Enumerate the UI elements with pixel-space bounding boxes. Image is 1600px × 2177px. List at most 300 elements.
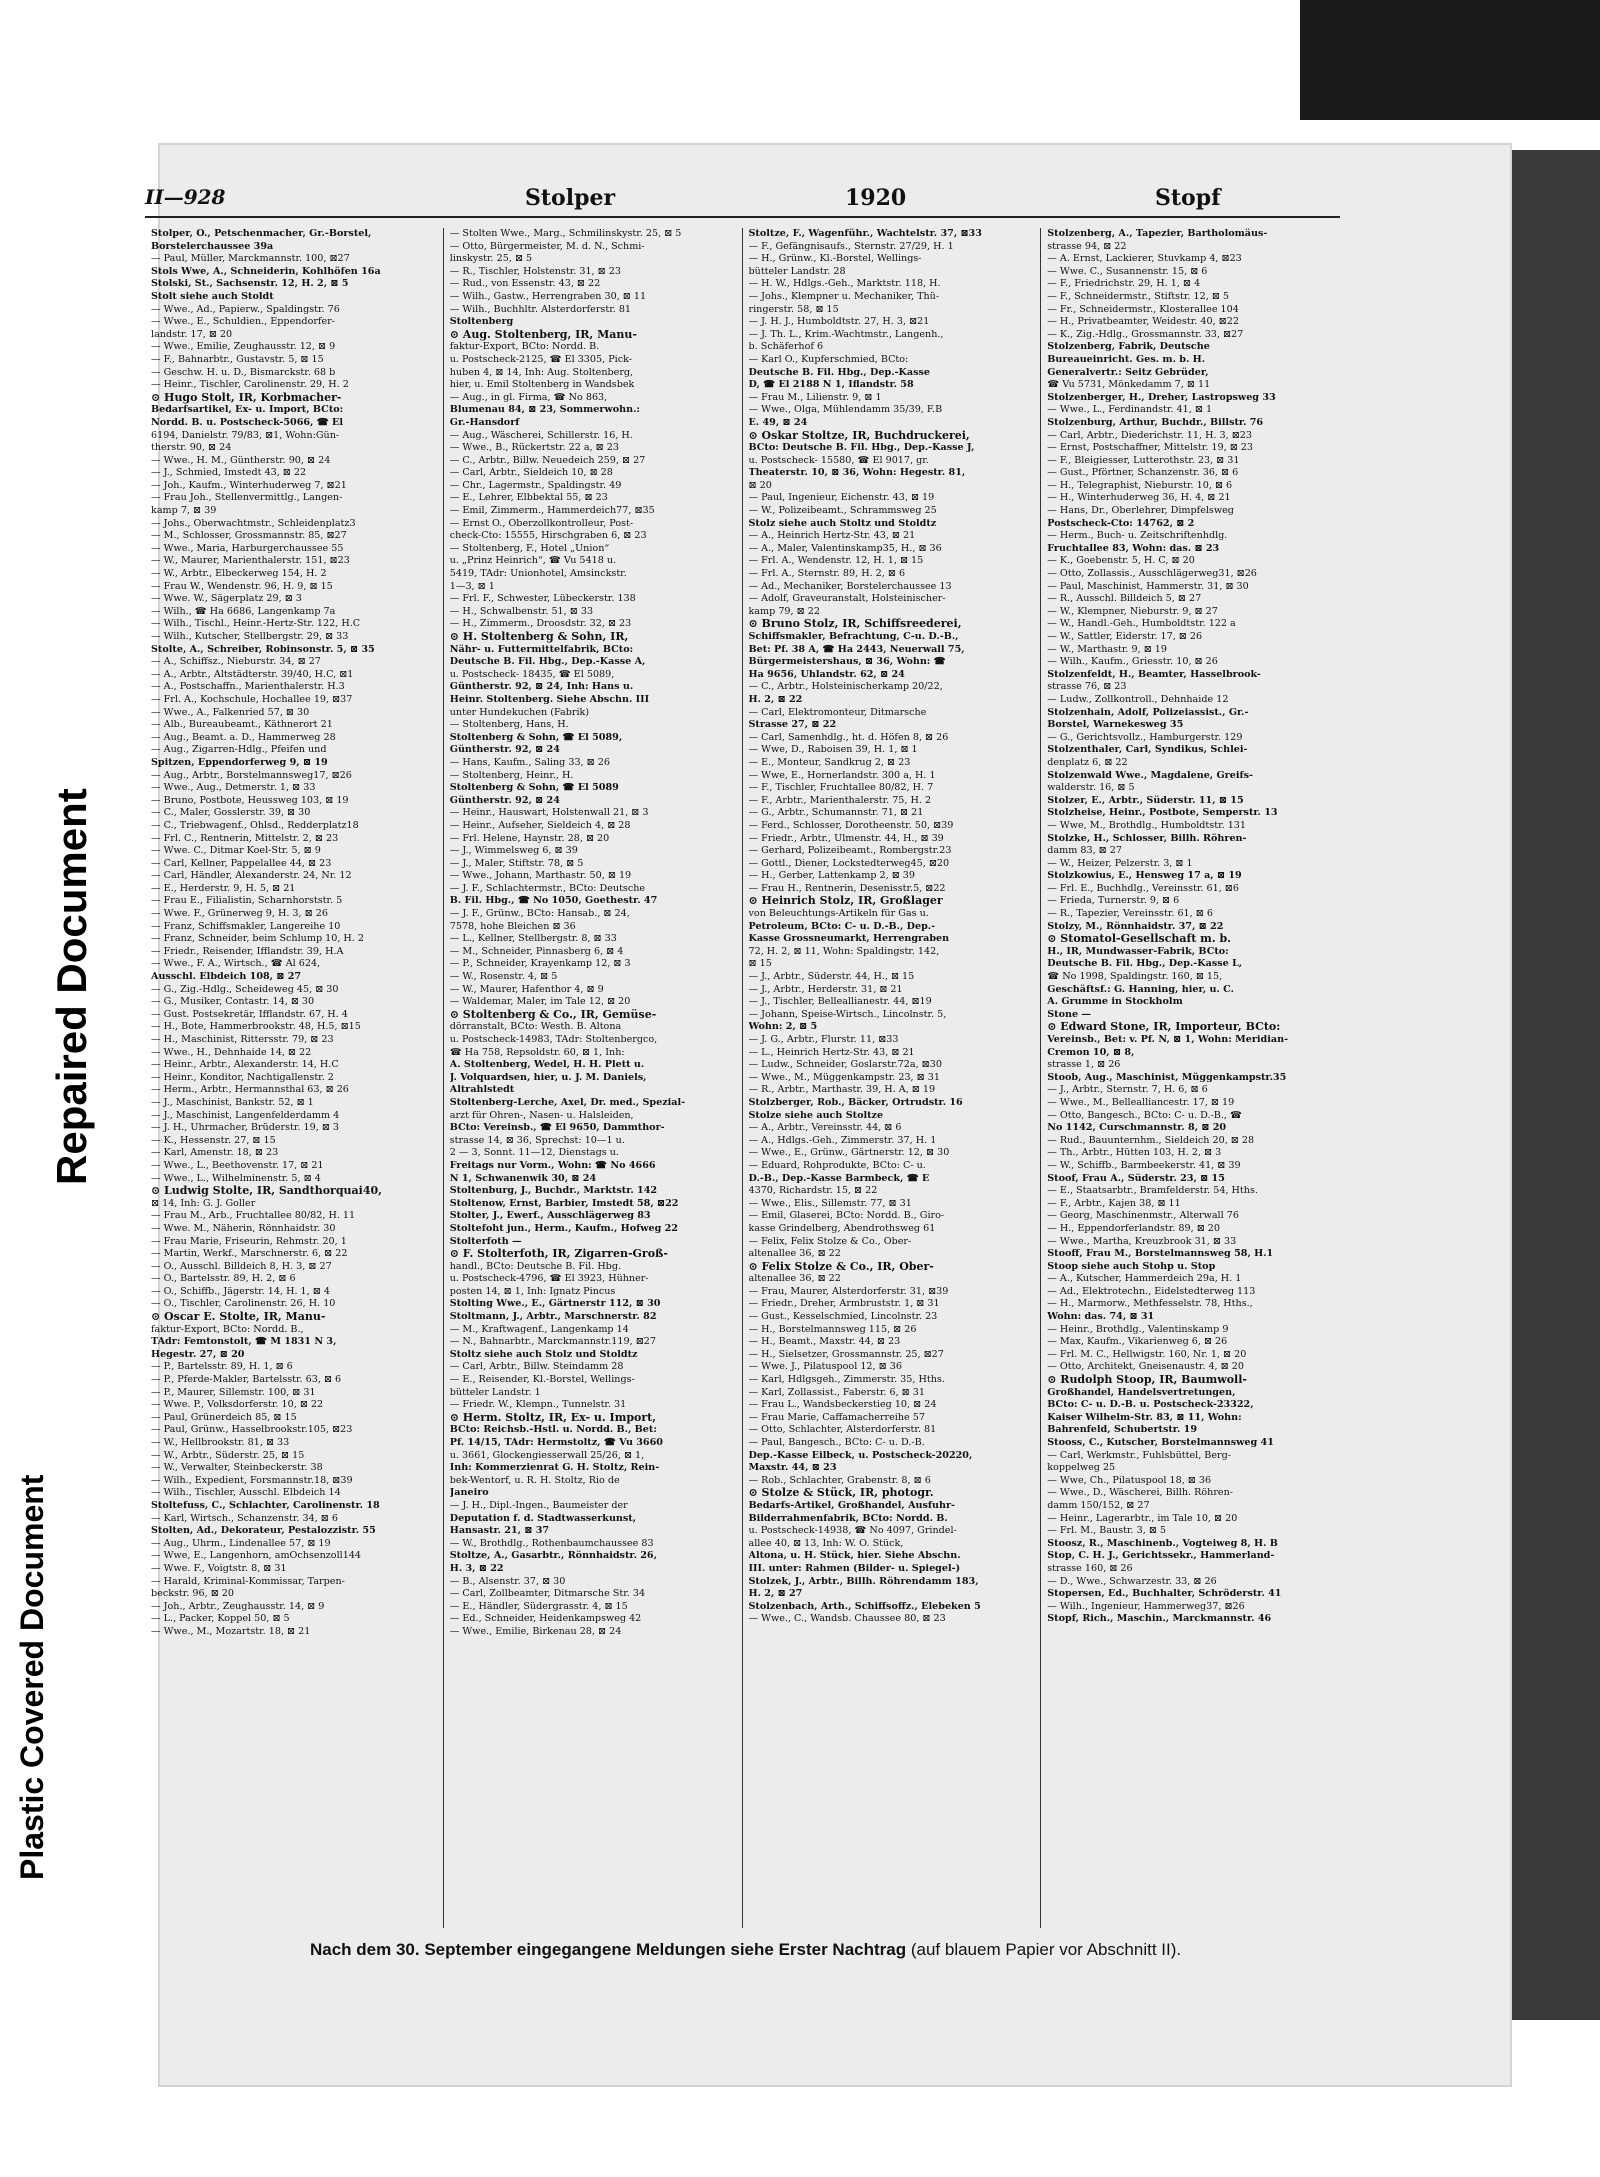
directory-entry: — R., Tischler, Holstenstr. 31, ⊠ 23 [449,265,621,277]
directory-entry: Stolten, Ad., Dekorateur, Pestalozzistr. 55 [151,1525,376,1537]
directory-entry: — J., Wimmelsweg 6, ⊠ 39 [449,845,578,857]
directory-entry: Stoltefoht jun., Herm., Kaufm., Hofweg 22 [449,1222,678,1234]
directory-entry: — Otto, Zollassis., Ausschlägerweg31, ⊠26 [1047,568,1257,580]
directory-entry: 2 — 3, Sonnt. 11—12, Dienstags u. [449,1147,619,1159]
directory-entry: Stooss, C., Kutscher, Borstelmannsweg 41 [1047,1437,1274,1448]
directory-entry: Deputation f. d. Stadtwasserkunst, [449,1512,637,1524]
directory-entry: u. Postscheck- 18435, ☎ El 5089, [449,668,615,680]
directory-entry: H. 2, ⊠ 22 [748,693,803,705]
header-rule [145,216,1340,218]
directory-entry: — G., Arbtr., Schumannstr. 71, ⊠ 21 [748,807,924,819]
footer-notice-suffix: (auf blauem Papier vor Abschnitt II). [910,1940,1182,1959]
directory-entry: — Ad., Mechaniker, Borstelerchaussee 13 [748,580,952,592]
directory-entry: — Otto, Schlachter, Alsterdorferstr. 81 [748,1424,937,1436]
directory-entry: — K., Zig.-Hdlg., Grossmannstr. 33, ⊠27 [1047,328,1244,340]
directory-entry: strasse 76, ⊠ 23 [1047,681,1127,693]
directory-entry: — A., Hdlgs.-Geh., Zimmerstr. 37, H. 1 [748,1134,937,1146]
directory-entry: — Paul, Maschinist, Hammerstr. 31, ⊠ 30 [1047,580,1249,592]
directory-entry: Stolzek, J., Arbtr., Billh. Röhrendamm 183, [748,1575,979,1587]
directory-entry: Stolzenfeldt, H., Beamter, Hasselbrook- [1047,668,1261,680]
directory-entry: — Karl O., Kupferschmied, BCto: [748,353,909,365]
directory-entry: Stoltze, A., Gasarbtr., Rönnhaidstr. 26, [449,1550,657,1562]
directory-entry: — Heinr., Aufseher, Sieldeich 4, ⊠ 28 [449,819,631,831]
directory-entry: Schiffsmakler, Befrachtung, C-u. D.-B., [748,631,959,642]
directory-entry: ⊙ Felix Stolze & Co., IR, Ober- [748,1260,934,1273]
directory-entry: Maxstr. 44, ⊠ 23 [748,1462,837,1474]
header-year: 1920 [845,185,907,211]
directory-entry: Heinr. Stoltenberg. Siehe Abschn. III [449,693,650,705]
directory-entry: — W., Maurer, Hafenthor 4, ⊠ 9 [449,983,604,995]
directory-entry: — Rud., Bauunternhm., Sieldeich 20, ⊠ 28 [1047,1134,1255,1146]
directory-entry: Fruchtallee 83, Wohn: das. ⊠ 23 [1047,542,1220,554]
directory-entry: Stolzberger, Rob., Bäcker, Ortrudstr. 16 [748,1096,963,1108]
directory-entry: Stopersen, Ed., Buchhalter, Schröderstr. 41 [1047,1588,1282,1600]
directory-entry: — J., Maler, Stiftstr. 78, ⊠ 5 [449,857,584,869]
directory-entry: Stolzenberger, H., Dreher, Lastropsweg 33 [1047,391,1276,403]
directory-entry: Stolz siehe auch Stoltz und Stoldtz [748,517,937,529]
directory-entry: — Frau H., Rentnerin, Desenisstr.5, ⊠22 [748,882,946,894]
directory-entry: ☎ Vu 5731, Mönkedamm 7, ⊠ 11 [1047,379,1211,391]
directory-entry: — Wwe., Martha, Kreuzbrook 31, ⊠ 33 [1047,1235,1237,1247]
directory-entry: Stopf, Rich., Maschin., Marckmannstr. 46 [1047,1613,1272,1625]
directory-entry: — W., Schiffb., Barmbeekerstr. 41, ⊠ 39 [1047,1159,1241,1171]
header-last-word: Stopf [1155,185,1221,211]
directory-entry: — Frl. C., Rentnerin, Mittelstr. 2, ⊠ 23 [151,832,339,844]
directory-entry: Nordd. B. u. Postscheck-5066, ☎ El [151,416,343,428]
directory-entry: u. Postscheck- 15580, ☎ El 9017, gr. [748,454,929,466]
directory-entry: — Karl, Wirtsch., Schanzenstr. 34, ⊠ 6 [151,1512,338,1524]
directory-entry: — W., Rosenstr. 4, ⊠ 5 [449,971,558,983]
directory-entry: Borstel, Warnekesweg 35 [1047,719,1184,731]
directory-entry: — Alb., Bureaubeamt., Käthnerort 21 [151,719,333,731]
directory-entry: Dep.-Kasse Eilbeck, u. Postscheck-20220, [748,1449,973,1461]
directory-entry: ☎ No 1998, Spaldingstr. 160, ⊠ 15, [1047,971,1223,983]
directory-columns [145,228,1340,1928]
directory-entry: — J. G., Arbtr., Flurstr. 11, ⊠33 [748,1034,899,1045]
directory-entry: Stoop siehe auch Stohp u. Stop [1047,1260,1216,1272]
directory-entry: ⊙ Oskar Stoltze, IR, Buchdruckerei, [748,429,970,442]
directory-entry: — J., Arbtr., Herderstr. 31, ⊠ 21 [748,983,903,995]
directory-entry: — Wwe. C., Ditmar Koel-Str. 5, ⊠ 9 [151,845,321,857]
directory-entry: Bureaueinricht. Ges. m. b. H. [1047,353,1206,365]
directory-entry: — Johs., Klempner u. Mechaniker, Thü- [748,290,940,302]
directory-entry: Bedarfs-Artikel, Großhandel, Ausfuhr- [748,1499,956,1511]
page-footer [310,1940,1410,1960]
directory-entry: — Wwe., Aug., Detmerstr. 1, ⊠ 33 [151,782,316,794]
directory-entry: Güntherstr. 92, ⊠ 24 [449,744,560,756]
directory-entry: — Hans, Kaufm., Saling 33, ⊠ 26 [449,756,610,768]
directory-entry: — Friedr., Dreher, Armbruststr. 1, ⊠ 31 [748,1298,940,1310]
directory-entry: — Ferd., Schlosser, Dorotheenstr. 50, ⊠39 [748,819,954,831]
directory-entry: ⊙ Stoltenberg & Co., IR, Gemüse- [449,1008,657,1021]
directory-entry: Bilderrahmenfabrik, BCto: Nordd. B. [748,1512,948,1524]
directory-entry: — O., Ausschl. Billdeich 8, H. 3, ⊠ 27 [151,1260,332,1272]
directory-entry: BCto: C- u. D.-B. u. Postscheck-23322, [1047,1399,1254,1411]
directory-column-2 [444,228,743,1928]
directory-entry: linskystr. 25, ⊠ 5 [449,253,533,265]
directory-entry: — Hans, Dr., Oberlehrer, Dimpfelsweg [1047,505,1234,517]
footer-notice: Nach dem 30. September eingegangene Meldungen siehe Erster Nachtrag [310,1940,907,1959]
directory-entry: — Wwe., Ad., Papierw., Spaldingstr. 76 [151,303,340,315]
directory-entry: — P., Bartelsstr. 89, H. 1, ⊠ 6 [151,1361,293,1373]
directory-entry: III. unter: Rahmen (Bilder- u. Spiegel-) [748,1562,961,1574]
directory-entry: — Wwe. M., Näherin, Rönnhaidstr. 30 [151,1222,336,1234]
directory-entry: — Wwe. W., Sägerplatz 29, ⊠ 3 [151,593,302,605]
directory-entry: — Frl. A., Kochschule, Hochallee 19, ⊠37 [151,693,353,705]
directory-entry: Wohn: 2, ⊠ 5 [748,1021,818,1033]
directory-entry: — Rob., Schlachter, Grabenstr. 8, ⊠ 6 [748,1474,931,1486]
directory-entry: — W., Hellbrookstr. 81, ⊠ 33 [151,1437,290,1448]
directory-entry: Stolzenhain, Adolf, Polizeiassist., Gr.- [1047,706,1249,718]
directory-entry: ⊠ 15 [748,958,772,970]
directory-entry: — Wilh., Tischl., Heinr.-Hertz-Str. 122, H.C [151,618,361,630]
directory-entry: — Ernst O., Oberzollkontrolleur, Post- [449,517,634,529]
directory-entry: — Frl. M., Baustr. 3, ⊠ 5 [1047,1525,1167,1537]
directory-entry: — Paul, Müller, Marckmannstr. 100, ⊠27 [151,253,350,265]
directory-entry: ⊠ 20 [748,479,772,491]
directory-entry: — J., Tischler, Belleallianestr. 44, ⊠19 [748,996,932,1008]
directory-entry: — W., Arbtr., Elbeckerweg 154, H. 2 [151,568,327,580]
directory-column-3 [743,228,1042,1928]
directory-entry: — Wwe., H. M., Güntherstr. 90, ⊠ 24 [151,454,331,466]
directory-entry: dörranstalt, BCto: Westh. B. Altona [449,1021,622,1033]
directory-entry: — H., Bote, Hammerbrookstr. 48, H.5, ⊠15 [151,1021,361,1033]
directory-entry: — Emil, Zimmerm., Hammerdeich77, ⊠35 [449,505,655,517]
directory-entry: — Wwe. J., Pilatuspool 12, ⊠ 36 [748,1361,902,1373]
directory-entry: — Wwe., E., Grünw., Gärtnerstr. 12, ⊠ 30 [748,1147,950,1159]
directory-entry: — Wwe., Emilie, Birkenau 28, ⊠ 24 [449,1625,622,1637]
directory-entry: — Wwe., E., Schuldien., Eppendorfer- [151,316,335,328]
directory-entry: — Wwe., Elis., Sillemstr. 77, ⊠ 31 [748,1197,912,1209]
directory-entry: — Karl, Amenstr. 18, ⊠ 23 [151,1147,279,1159]
directory-entry: — Wwe., L., Wilhelminenstr. 5, ⊠ 4 [151,1172,321,1184]
directory-entry: Stoltefuss, C., Schlachter, Carolinenstr. 18 [151,1499,380,1511]
directory-entry: — Johs., Oberwachtmstr., Schleidenplatz3 [151,517,356,529]
directory-entry: 5419, TAdr: Unionhotel, Amsinckstr. [449,568,627,580]
directory-entry: Stoof, Frau A., Süderstr. 23, ⊠ 15 [1047,1172,1225,1184]
directory-entry: ⊙ H. Stoltenberg & Sohn, IR, [449,631,629,643]
directory-entry: — H., Winterhuderweg 36, H. 4, ⊠ 21 [1047,492,1231,504]
directory-entry: — G., Musiker, Contastr. 14, ⊠ 30 [151,996,315,1008]
directory-entry: — C., Triebwagenf., Ohlsd., Redderplatz18 [151,819,359,831]
directory-entry: — Ernst, Postschaffner, Mittelstr. 19, ⊠ 23 [1047,442,1254,454]
directory-entry: — W., Verwalter, Steinbeckerstr. 38 [151,1462,323,1474]
directory-entry: — Gust., Pförtner, Schanzenstr. 36, ⊠ 6 [1047,467,1239,479]
directory-entry: unter Hundekuchen (Fabrik) [449,706,590,718]
directory-entry: — A., Arbtr., Vereinsstr. 44, ⊠ 6 [748,1122,902,1134]
directory-entry: — A., Kutscher, Hammerdeich 29a, H. 1 [1047,1273,1242,1285]
directory-entry: J. Volquardsen, hier, u. J. M. Daniels, [449,1071,647,1083]
directory-entry: — Ed., Schneider, Heidenkampsweg 42 [449,1613,642,1625]
directory-entry: denplatz 6, ⊠ 22 [1047,756,1128,768]
directory-entry: — Franz, Schneider, beim Schlump 10, H. 2 [151,933,365,945]
scan-background-corner [1300,0,1600,120]
directory-entry: — Aug., Uhrm., Lindenallee 57, ⊠ 19 [151,1537,331,1549]
directory-entry: — Wilh., Tischler, Ausschl. Elbdeich 14 [151,1487,341,1499]
directory-entry: — Frl. E., Buchhdlg., Vereinsstr. 61, ⊠6 [1047,882,1239,894]
directory-entry: u. Postscheck-14983, TAdr: Stoltenbergco, [449,1034,658,1045]
directory-entry: — H., Grünw., Kl.-Borstel, Wellings- [748,253,922,265]
directory-entry: Deutsche B. Fil. Hbg., Dep.-Kasse [748,366,930,378]
directory-entry: Vereinsb., Bet: v. Pf. N, ⊠ 1, Wohn: Meridian- [1047,1034,1289,1045]
directory-entry: ⊙ Herm. Stoltz, IR, Ex- u. Import, [449,1411,657,1424]
directory-entry: ⊙ Bruno Stolz, IR, Schiffsreederei, [748,618,962,631]
directory-entry: — Frau L., Wandsbeckerstieg 10, ⊠ 24 [748,1399,937,1411]
directory-entry: — H., Borstelmannsweg 115, ⊠ 26 [748,1323,917,1335]
directory-entry: walderstr. 16, ⊠ 5 [1047,782,1135,794]
page-number: II—928 [145,185,226,209]
directory-entry: — Wwe., M., Müggenkampstr. 23, ⊠ 31 [748,1071,940,1083]
directory-entry: — Gerhard, Polizeibeamt., Rombergstr.23 [748,845,952,857]
directory-entry: Deutsche B. Fil. Hbg., Dep.-Kasse L, [1047,958,1243,970]
directory-entry: — H. W., Hdlgs.-Geh., Marktstr. 118, H. [748,278,941,290]
directory-entry: — Frl. F., Schwester, Lübeckerstr. 138 [449,593,636,605]
directory-entry: — Frau Joh., Stellenvermittlg., Langen- [151,492,343,504]
directory-entry: — Gust., Kesselschmied, Lincolnstr. 23 [748,1311,938,1323]
directory-entry: Strasse 27, ⊠ 22 [748,719,837,731]
directory-entry: — Georg, Maschinenmstr., Alterwall 76 [1047,1210,1239,1222]
directory-entry: — Paul, Ingenieur, Eichenstr. 43, ⊠ 19 [748,492,935,504]
directory-entry: — Aug., in gl. Firma, ☎ No 863, [449,391,608,403]
directory-entry: — Felix, Felix Stolze & Co., Ober- [748,1235,912,1247]
directory-entry: — Karl, Hdlgsgeh., Zimmerstr. 35, Hths. [748,1374,945,1386]
directory-entry: Stolzenbach, Arth., Schiffsoffz., Elebeken 5 [748,1600,981,1612]
directory-entry: faktur-Export, BCto: Nordd. B. [449,341,600,353]
directory-entry: Stolzer, E., Arbtr., Süderstr. 11, ⊠ 15 [1047,794,1244,806]
directory-entry: u. „Prinz Heinrich“, ☎ Vu 5418 u. [449,555,617,567]
directory-entry: — D., Wwe., Schwarzestr. 33, ⊠ 26 [1047,1575,1217,1587]
directory-entry: Stolski, St., Sachsenstr. 12, H. 2, ⊠ 5 [151,278,349,290]
directory-entry: Stoltenberg & Sohn, ☎ El 5089, [449,731,623,743]
directory-entry: — Ad., Elektrotechn., Eidelstedterweg 113 [1047,1285,1256,1297]
directory-entry: — J. Th. L., Krim.-Wachtmstr., Langenh., [748,328,944,340]
directory-entry: — Ludw., Schneider, Goslarstr.72a, ⊠30 [748,1059,942,1071]
directory-entry: — Carl, Händler, Alexanderstr. 24, Nr. 12 [151,870,352,882]
directory-entry: Freitags nur Vorm., Wohn: ☎ No 4666 [449,1159,656,1171]
directory-entry: 6194, Danielstr. 79/83, ⊠1, Wohn:Gün- [151,429,340,441]
directory-entry: — A. Ernst, Lackierer, Stuvkamp 4, ⊠23 [1047,253,1242,265]
directory-entry: H., IR, Mundwasser-Fabrik, BCto: [1047,945,1229,957]
directory-entry: — Wwe. F., Grünerweg 9, H. 3, ⊠ 26 [151,908,328,920]
directory-entry: — Heinr., Tischler, Carolinenstr. 29, H. 2 [151,379,349,391]
directory-entry: — F., Bahnarbtr., Gustavstr. 5, ⊠ 15 [151,353,324,365]
directory-entry: kamp 79, ⊠ 22 [748,605,820,617]
plastic-covered-document-label: Plastic Covered Document [14,1474,50,1880]
directory-entry: — W., Polizeibeamt., Schrammsweg 25 [748,505,937,517]
directory-entry: Hansastr. 21, ⊠ 37 [449,1525,550,1537]
directory-entry: — Frl. A., Wendenstr. 12, H. 1, ⊠ 15 [748,555,924,567]
directory-entry: — Herm., Arbtr., Hermannsthal 63, ⊠ 26 [151,1084,349,1096]
directory-entry: — E., Händler, Südergrasstr. 4, ⊠ 15 [449,1600,628,1612]
directory-entry: — H., Zimmerm., Droosdstr. 32, ⊠ 23 [449,618,632,630]
directory-entry: Stoltenberg & Sohn, ☎ El 5089 [449,782,619,794]
directory-entry: Stolting Wwe., E., Gärtnerstr 112, ⊠ 30 [449,1298,661,1310]
directory-entry: Kaiser Wilhelm-Str. 83, ⊠ 11, Wohn: [1047,1411,1242,1423]
directory-entry: — Joh., Kaufm., Winterhuderweg 7, ⊠21 [151,479,347,491]
directory-entry: Stolter, J., Ewerf., Ausschlägerweg 83 [449,1210,651,1222]
directory-entry: Stols Wwe, A., Schneiderin, Kohlhöfen 16a [151,265,381,277]
directory-entry: allee 40, ⊠ 13, Inh: W. O. Stück, [748,1537,904,1549]
directory-entry: — Wilh., Kaufm., Griesstr. 10, ⊠ 26 [1047,656,1218,668]
directory-entry: Hegestr. 27, ⊠ 20 [151,1348,245,1360]
directory-entry: Stoosz, R., Maschinenb., Vogteiweg 8, H. B [1047,1537,1278,1549]
directory-entry: — F., Gefängnisaufs., Sternstr. 27/29, H. 1 [748,240,954,252]
directory-entry: — Carl, Samenhdlg., ht. d. Höfen 8, ⊠ 26 [748,731,949,743]
directory-entry: — Wilh., Buchhltr. Alsterdorferstr. 81 [449,303,632,315]
directory-entry: — Stoltenberg, Hans, H. [449,719,569,731]
directory-entry: Borstelerchaussee 39a [151,240,274,252]
directory-entry: — Wilh., Gastw., Herrengraben 30, ⊠ 11 [449,290,647,302]
directory-entry: strasse 160, ⊠ 26 [1047,1562,1133,1574]
directory-entry: — L., Kellner, Stellbergstr. 8, ⊠ 33 [449,933,617,945]
directory-entry: — F., Bleigiesser, Lutterothstr. 23, ⊠ 31 [1047,454,1240,466]
directory-entry: — Aug., Arbtr., Borstelmannsweg17, ⊠26 [151,769,352,781]
directory-entry: — C., Arbtr., Billw. Neuedeich 259, ⊠ 27 [449,454,646,466]
directory-entry: — K., Hessenstr. 27, ⊠ 15 [151,1134,276,1146]
directory-entry: — Geschw. H. u. D., Bismarckstr. 68 b [151,366,336,378]
directory-entry: — Wwe., C., Wandsb. Chaussee 80, ⊠ 23 [748,1613,946,1625]
directory-entry: — Frl. M. C., Hellwigstr. 160, Nr. 1, ⊠ 20 [1047,1348,1247,1360]
directory-entry: Stolzy, M., Rönnhaidstr. 37, ⊠ 22 [1047,920,1224,932]
directory-entry: — Wwe, E., Hornerlandstr. 300 a, H. 1 [748,769,936,781]
directory-entry: — Waldemar, Maler, im Tale 12, ⊠ 20 [449,996,631,1008]
directory-entry: E. 49, ⊠ 24 [748,416,808,428]
directory-entry: — Herm., Buch- u. Zeitschriftenhdlg. [1047,530,1228,542]
directory-entry: — Chr., Lagermstr., Spaldingstr. 49 [449,479,622,491]
directory-entry: — G., Zig.-Hdlg., Scheideweg 45, ⊠ 30 [151,983,339,995]
directory-entry: — F., Friedrichstr. 29, H. 1, ⊠ 4 [1047,278,1201,290]
directory-entry: — J., Maschinist, Langenfelderdamm 4 [151,1109,340,1121]
directory-entry: beckstr. 96, ⊠ 20 [151,1588,235,1600]
directory-entry: BCto: Vereinsb., ☎ El 9650, Dammthor- [449,1122,665,1134]
directory-entry: ⊙ Aug. Stoltenberg, IR, Manu- [449,328,637,341]
directory-entry: H. 3, ⊠ 22 [449,1562,504,1574]
directory-entry: — Th., Arbtr., Hütten 103, H. 2, ⊠ 3 [1047,1147,1222,1159]
directory-entry: — K., Goebenstr. 5, H. C, ⊠ 20 [1047,555,1195,567]
directory-entry: Stoltenow, Ernst, Barbier, Imstedt 58, ⊠22 [449,1197,679,1209]
directory-entry: D.-B., Dep.-Kasse Barmbeck, ☎ E [748,1172,930,1184]
directory-entry: — Friedr., Reisender, Ifflandstr. 39, H.A [151,945,344,957]
directory-entry: — Rud., von Essenstr. 43, ⊠ 22 [449,278,601,290]
directory-entry: — Frl. Helene, Haynstr. 28, ⊠ 20 [449,832,610,844]
directory-entry: landstr. 17, ⊠ 20 [151,328,233,340]
directory-entry: — Wwe., Maria, Harburgerchaussee 55 [151,542,344,554]
directory-entry: Stolze siehe auch Stoltze [748,1109,884,1121]
directory-entry: — Wwe., Olga, Mühlendamm 35/39, F.B [748,404,943,416]
directory-entry: Petroleum, BCto: C- u. D.-B., Dep.- [748,920,936,932]
directory-entry: — J. H., Dipl.-Ingen., Baumeister der [449,1499,628,1511]
directory-entry: — C., Arbtr., Holsteinischerkamp 20/22, [748,681,943,693]
directory-entry: ⊙ Oscar E. Stolte, IR, Manu- [151,1311,326,1324]
directory-entry: — J. F., Grünw., BCto: Hansab., ⊠ 24, [449,908,630,920]
directory-entry: Stolzenwald Wwe., Magdalene, Greifs- [1047,769,1253,781]
directory-entry: — P., Maurer, Sillemstr. 100, ⊠ 31 [151,1386,316,1398]
directory-entry: — Johann, Speise-Wirtsch., Lincolnstr. 5, [748,1008,947,1020]
directory-entry: — J., Schmied, Imstedt 43, ⊠ 22 [151,467,307,479]
directory-entry: — Gottl., Diener, Lockstedterweg45, ⊠20 [748,857,950,869]
directory-entry: — Frau, Maurer, Alsterdorferstr. 31, ⊠39 [748,1285,949,1297]
directory-entry: bütteler Landstr. 28 [748,265,846,277]
directory-entry: — Otto, Architekt, Gneisenaustr. 4, ⊠ 20 [1047,1361,1244,1373]
directory-entry: — Max, Kaufm., Vikarienweg 6, ⊠ 26 [1047,1336,1228,1348]
directory-entry: — Ludw., Zollkontroll., Dehnhaide 12 [1047,693,1229,705]
directory-entry: Generalvertr.: Seitz Gebrüder, [1047,366,1209,378]
repaired-document-label: Repaired Document [48,788,95,1185]
directory-entry: Stolzenberg, A., Tapezier, Bartholomäus- [1047,228,1268,239]
directory-entry: huben 4, ⊠ 14, Inh: Aug. Stoltenberg, [449,366,634,378]
directory-entry: altenallee 36, ⊠ 22 [748,1248,841,1260]
directory-entry: D, ☎ El 2188 N 1, Iflandstr. 58 [748,379,914,391]
directory-entry: — A., Postschaffn., Marienthalerstr. H.3 [151,681,345,693]
directory-entry: — Wwe, M., Brothdlg., Humboldtstr. 131 [1047,819,1247,831]
directory-entry: damm 83, ⊠ 27 [1047,845,1122,857]
directory-entry: — A., Heinrich Hertz-Str. 43, ⊠ 21 [748,530,916,542]
directory-entry: Stone — [1047,1008,1092,1020]
directory-entry: Güntherstr. 92, ⊠ 24, Inh: Hans u. [449,681,634,693]
directory-entry: — Wwe. C., Susannenstr. 15, ⊠ 6 [1047,265,1208,277]
directory-entry: A. Stoltenberg, Wedel, H. H. Plett u. [449,1059,645,1071]
directory-entry: therstr. 90, ⊠ 24 [151,442,232,454]
directory-entry: — J. H., Uhrmacher, Brüderstr. 19, ⊠ 3 [151,1122,340,1134]
directory-entry: — Friedr., Arbtr., Ulmenstr. 44, H., ⊠ 39 [748,832,944,844]
directory-entry: — Wwe., F. A., Wirtsch., ☎ Al 624, [151,958,321,970]
directory-entry: — E., Monteur, Sandkrug 2, ⊠ 23 [748,756,911,768]
directory-entry: — W., Klempner, Nieburstr. 9, ⊠ 27 [1047,605,1218,617]
directory-entry: Güntherstr. 92, ⊠ 24 [449,794,560,806]
directory-entry: Altona, u. H. Stück, hier. Siehe Abschn. [748,1550,961,1562]
directory-entry: posten 14, ⊠ 1, Inh: Ignatz Pincus [449,1285,616,1297]
directory-column-1 [145,228,444,1928]
directory-entry: No 1142, Curschmannstr. 8, ⊠ 20 [1047,1122,1227,1134]
directory-entry: strasse 94, ⊠ 22 [1047,240,1127,252]
directory-entry: — E., Staatsarbtr., Bramfelderstr. 54, Hths. [1047,1185,1258,1197]
directory-entry: — M., Schlosser, Grossmannstr. 85, ⊠27 [151,530,347,542]
directory-entry: — J., Arbtr., Sternstr. 7, H. 6, ⊠ 6 [1047,1084,1208,1096]
directory-entry: koppelweg 25 [1047,1462,1116,1474]
directory-entry: Stolzenthaler, Carl, Syndikus, Schlei- [1047,744,1248,756]
directory-entry: — Carl, Arbtr., Diederichstr. 11, H. 3, ⊠23 [1047,429,1252,441]
directory-entry: — H., Beamt., Maxstr. 44, ⊠ 23 [748,1336,901,1348]
directory-entry: Stoltz siehe auch Stolz und Stoldtz [449,1348,638,1360]
directory-entry: — J., Maschinist, Bankstr. 52, ⊠ 1 [151,1096,314,1108]
directory-entry: — J., Arbtr., Süderstr. 44, H., ⊠ 15 [748,971,915,983]
directory-entry: Stoob, Aug., Maschinist, Müggenkampstr.35 [1047,1071,1287,1083]
directory-entry: ⊙ Ludwig Stolte, IR, Sandthorquai40, [151,1185,382,1198]
header-first-word: Stolper [525,185,616,211]
directory-entry: — F., Schneidermstr., Stiftstr. 12, ⊠ 5 [1047,290,1230,302]
directory-entry: Bürgermeistershaus, ⊠ 36, Wohn: ☎ [748,656,946,668]
directory-entry: — Stolten Wwe., Marg., Schmilinskystr. 25, ⊠ 5 [449,228,682,239]
directory-entry: Pf. 14/15, TAdr: Hermstoltz, ☎ Vu 3660 [449,1437,663,1448]
directory-entry: Stolte, A., Schreiber, Robinsonstr. 5, ⊠ 35 [151,643,375,655]
directory-entry: — C., Maler, Gosslerstr. 39, ⊠ 30 [151,807,311,819]
directory-entry: — A., Maler, Valentinskamp35, H., ⊠ 36 [748,542,942,554]
directory-entry: — L., Heinrich Hertz-Str. 43, ⊠ 21 [748,1046,915,1058]
directory-entry: — H., Maschinist, Rittersstr. 79, ⊠ 23 [151,1034,334,1045]
directory-entry: — W., Maurer, Marienthalerstr. 151, ⊠23 [151,555,350,567]
directory-entry: A. Grumme in Stockholm [1047,996,1183,1008]
directory-entry: — O., Schiffb., Jägerstr. 14, H. 1, ⊠ 4 [151,1285,330,1297]
directory-entry: — M., Schneider, Pinnasberg 6, ⊠ 4 [449,945,624,957]
directory-entry: Wohn: das. 74, ⊠ 31 [1047,1311,1155,1323]
directory-entry: Stolterfoth — [449,1235,522,1247]
directory-entry: — W., Arbtr., Süderstr. 25, ⊠ 15 [151,1449,305,1461]
directory-entry: — Wwe., D., Wäscherei, Billh. Röhren- [1047,1487,1234,1499]
directory-entry: Stolzheise, Heinr., Postbote, Semperstr. 13 [1047,807,1278,819]
directory-entry: Nähr- u. Futtermittelfabrik, BCto: [449,643,634,655]
directory-entry: — Bruno, Postbote, Heussweg 103, ⊠ 19 [151,794,349,806]
directory-entry: ⊠ 14, Inh: G. J. Goller [151,1197,256,1209]
